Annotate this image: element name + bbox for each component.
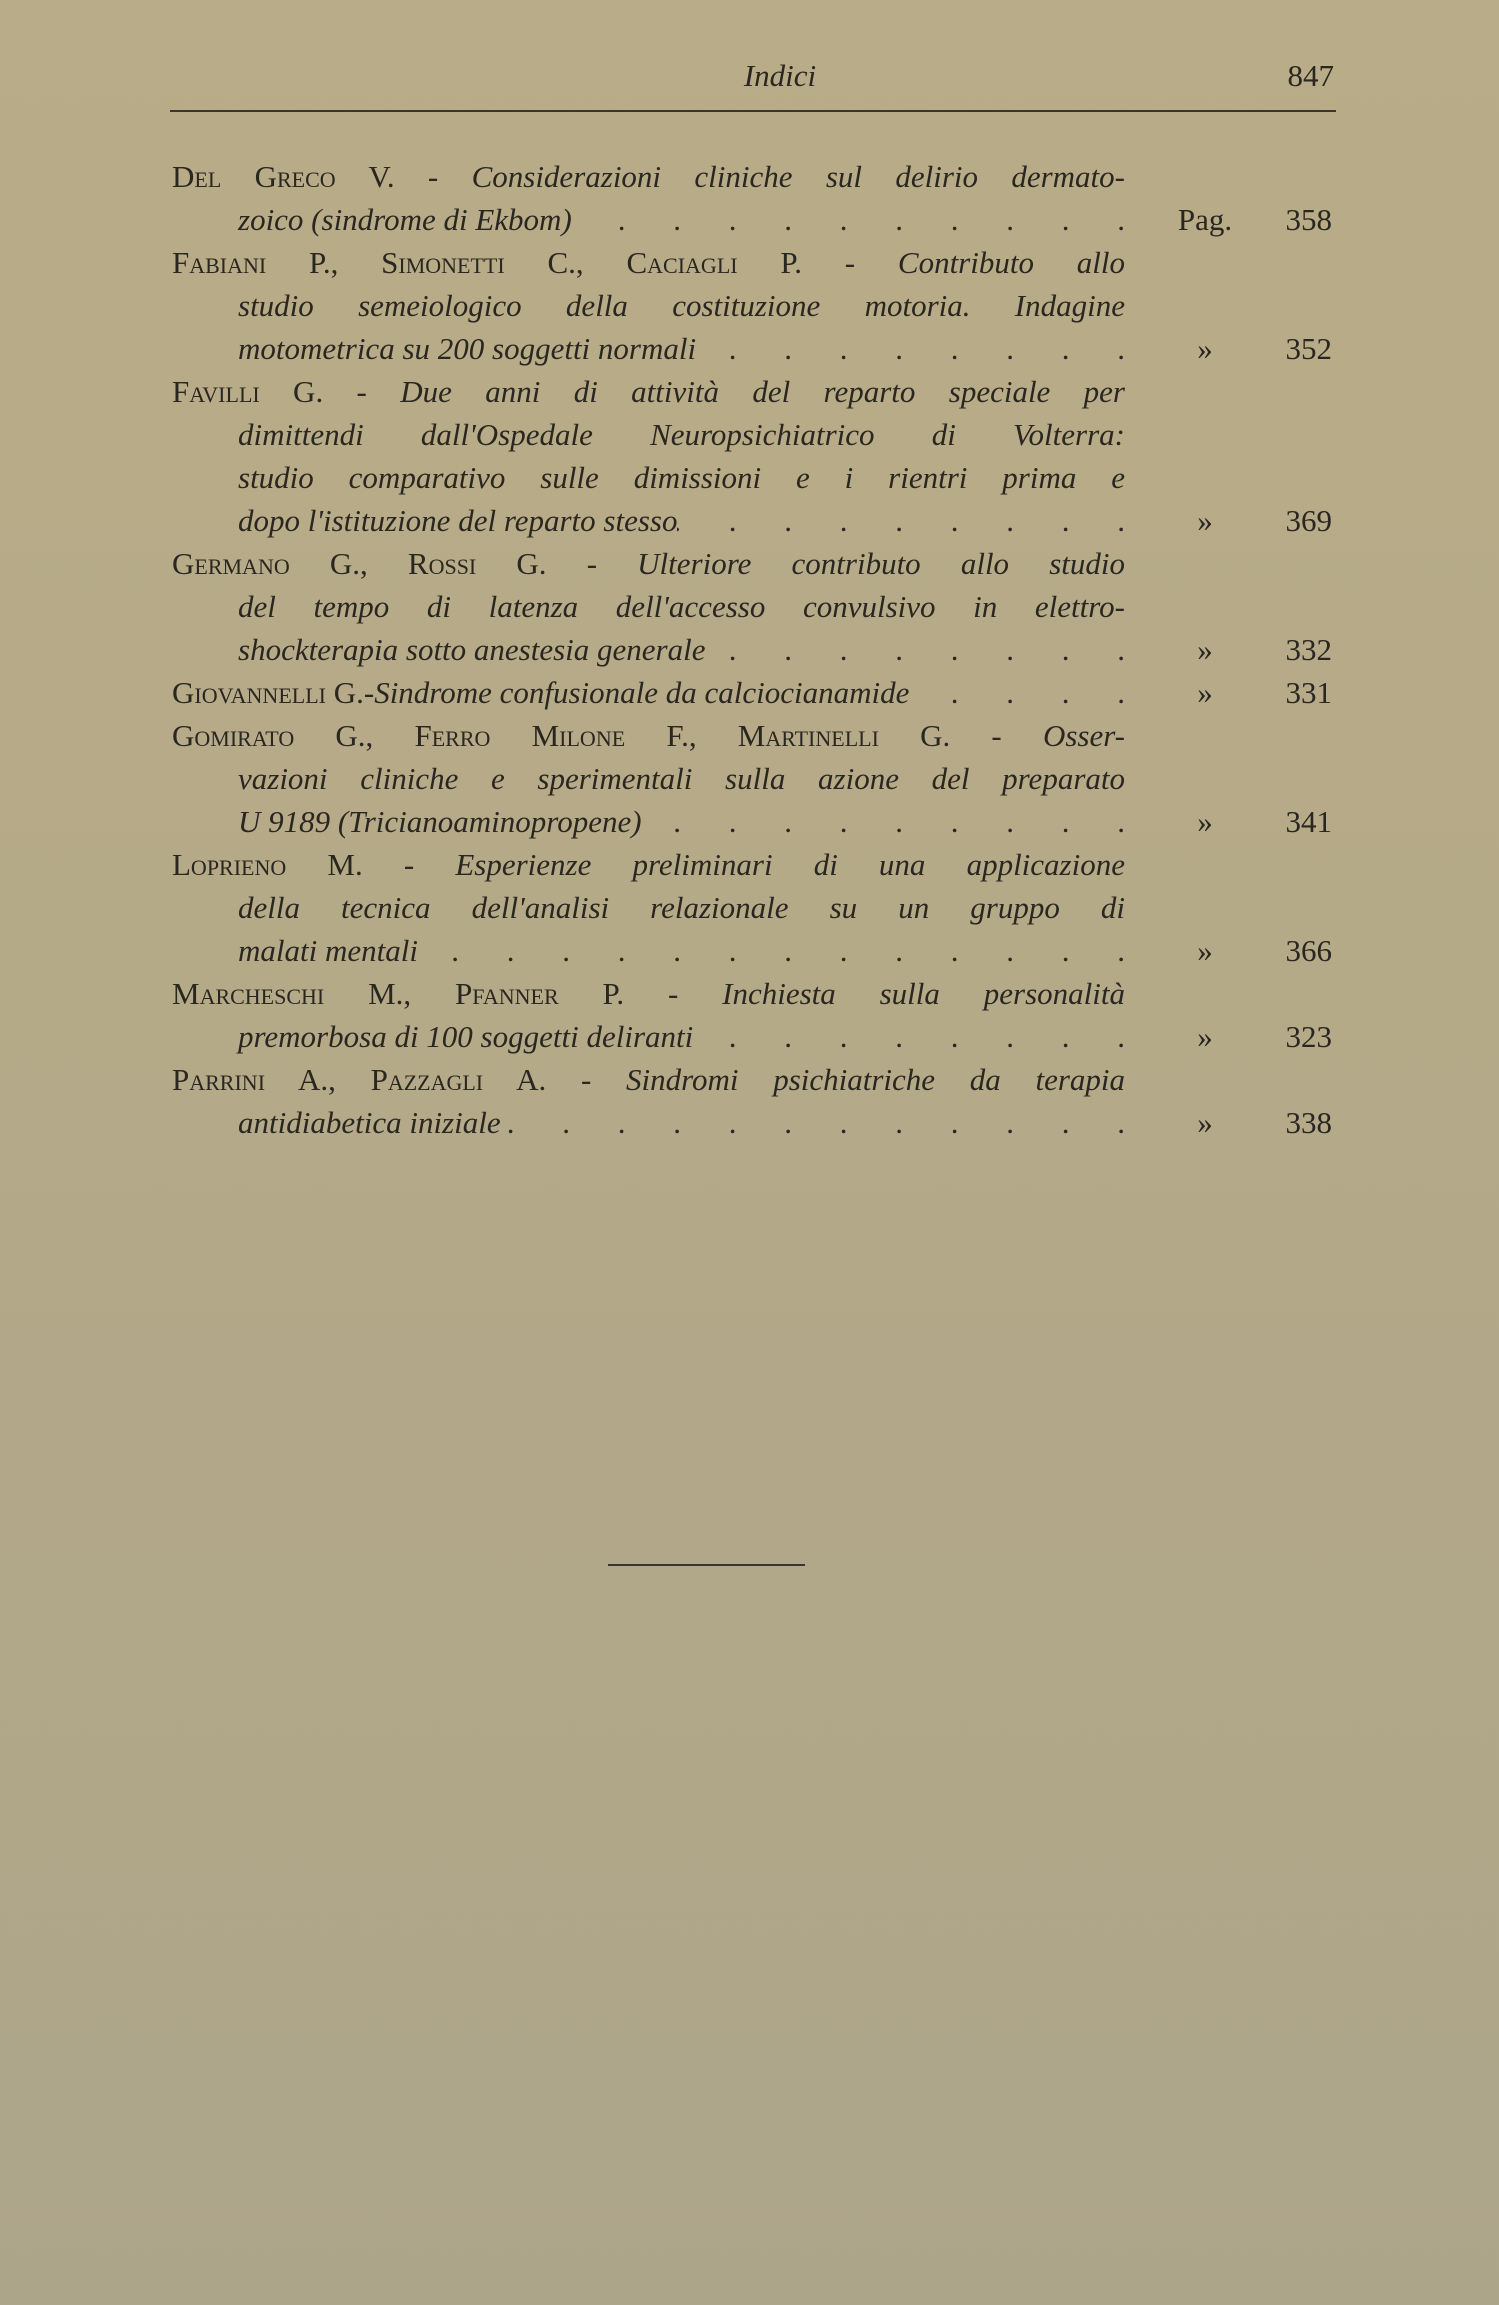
entry-title-line: Esperienze preliminari di una applicazione	[455, 847, 1125, 882]
separator: -	[546, 1062, 626, 1097]
dot-leader	[501, 1101, 1125, 1144]
index-entry	[0, 843, 1499, 972]
running-header-title: Indici	[743, 58, 817, 93]
separator: -	[801, 245, 898, 280]
entry-line	[0, 671, 1499, 714]
entry-line	[0, 800, 1499, 843]
entry-title-line: studio semeiologico della costituzione motoria. Indagine	[238, 288, 1125, 323]
entry-line	[0, 1101, 1499, 1144]
entry-page: 341	[1285, 804, 1332, 839]
entry-line	[0, 843, 1499, 886]
entry-title-line: Inchiesta sulla personalità	[722, 976, 1125, 1011]
entry-line	[0, 585, 1499, 628]
separator: -	[394, 159, 472, 194]
entry-page: 366	[1285, 933, 1332, 968]
page-marker: »	[1197, 675, 1213, 710]
entry-text	[172, 843, 1125, 886]
entry-text	[172, 714, 1125, 757]
entry-text	[172, 972, 1125, 1015]
entry-title-line: dimittendi dall'Ospedale Neuropsichiatrico di Volterra:	[238, 417, 1125, 452]
entry-text	[238, 413, 1125, 456]
entry-page: 323	[1285, 1019, 1332, 1054]
entry-title-line: Osser-	[1042, 718, 1125, 753]
index-entry	[0, 671, 1499, 714]
dot-leader	[572, 198, 1125, 241]
entry-line	[0, 456, 1499, 499]
entry-text	[172, 671, 1125, 714]
entry-text	[172, 370, 1125, 413]
dot-leader	[642, 800, 1125, 843]
index-entry	[0, 542, 1499, 671]
entry-text	[238, 284, 1125, 327]
entry-title-line: Considerazioni cliniche sul delirio dermato-	[471, 159, 1125, 194]
entry-text	[238, 198, 1125, 241]
entry-line	[0, 284, 1499, 327]
entry-line	[0, 886, 1499, 929]
entry-line	[0, 241, 1499, 284]
entry-text	[172, 241, 1125, 284]
entry-title-line: del tempo di latenza dell'accesso convulsivo in elettro-	[238, 589, 1125, 624]
page-marker: »	[1197, 632, 1213, 667]
entry-text	[238, 800, 1125, 843]
entry-authors: Fabiani P., Simonetti C., Caciagli P.	[172, 245, 802, 280]
entry-title-line: Sindromi psichiatriche da terapia	[625, 1062, 1126, 1097]
entry-page: 331	[1285, 675, 1332, 710]
index-entry	[0, 241, 1499, 370]
entry-text	[238, 1015, 1125, 1058]
dot-leader	[693, 1015, 1125, 1058]
entry-title-line: shockterapia sotto anestesia generale	[238, 632, 706, 667]
index-entry	[0, 972, 1499, 1058]
entry-page: 332	[1285, 632, 1332, 667]
entry-line	[0, 929, 1499, 972]
entry-line	[0, 1015, 1499, 1058]
entry-page: 358	[1285, 202, 1332, 237]
entry-line	[0, 198, 1499, 241]
page-marker: Pag.	[1177, 202, 1233, 237]
entry-title-line: dopo l'istituzione del reparto stesso	[238, 503, 678, 538]
entry-title-line: malati mentali	[238, 933, 418, 968]
entry-authors: Marcheschi M., Pfanner P.	[172, 976, 625, 1011]
entry-title-line: vazioni cliniche e sperimentali sulla azione del preparato	[238, 761, 1125, 796]
entry-authors: Loprieno M.	[172, 847, 363, 882]
entry-line	[0, 542, 1499, 585]
entry-line	[0, 628, 1499, 671]
entry-title-line: Sindrome confusionale da calciocianamide	[374, 675, 910, 710]
entry-authors: Favilli G.	[172, 374, 324, 409]
entry-text	[238, 456, 1125, 499]
page-marker: »	[1197, 503, 1213, 538]
separator: -	[624, 976, 723, 1011]
entry-authors: Germano G., Rossi G.	[172, 546, 547, 581]
dot-leader	[909, 671, 1125, 714]
index-entry	[0, 155, 1499, 241]
entry-text	[238, 628, 1125, 671]
entry-title-line: zoico (sindrome di Ekbom)	[238, 202, 572, 237]
index-entries	[0, 155, 1499, 1144]
entry-line	[0, 757, 1499, 800]
entry-title-line: Contributo allo	[897, 245, 1125, 280]
entry-line	[0, 1058, 1499, 1101]
dot-leader	[677, 499, 1125, 542]
entry-title-line: studio comparativo sulle dimissioni e i rientri prima e	[238, 460, 1125, 495]
entry-title-line: della tecnica dell'analisi relazionale su un gruppo di	[238, 890, 1125, 925]
entry-text	[172, 1058, 1125, 1101]
entry-line	[0, 972, 1499, 1015]
separator: -	[323, 374, 401, 409]
index-entry	[0, 714, 1499, 843]
separator: -	[950, 718, 1043, 753]
entry-title-line: U 9189 (Tricianoaminopropene)	[238, 804, 642, 839]
entry-line	[0, 714, 1499, 757]
entry-text	[238, 327, 1125, 370]
entry-title-line: premorbosa di 100 soggetti deliranti	[238, 1019, 694, 1054]
page-marker: »	[1197, 804, 1213, 839]
end-rule	[608, 1564, 805, 1566]
entry-text	[238, 886, 1125, 929]
entry-line	[0, 413, 1499, 456]
entry-page: 369	[1285, 503, 1332, 538]
index-entry	[0, 370, 1499, 542]
entry-line	[0, 499, 1499, 542]
entry-title-line: motometrica su 200 soggetti normali	[238, 331, 697, 366]
entry-line	[0, 155, 1499, 198]
entry-page: 338	[1285, 1105, 1332, 1140]
separator: -	[546, 546, 638, 581]
index-entry	[0, 1058, 1499, 1144]
entry-authors: Giovannelli G.	[172, 675, 364, 710]
entry-text	[238, 757, 1125, 800]
page-marker: »	[1197, 331, 1213, 366]
dot-leader	[696, 327, 1125, 370]
entry-authors: Del Greco V.	[172, 159, 395, 194]
page-marker: »	[1197, 933, 1213, 968]
header-rule	[170, 110, 1336, 112]
entry-text	[172, 155, 1125, 198]
dot-leader	[706, 628, 1126, 671]
entry-title-line: antidiabetica iniziale	[238, 1105, 501, 1140]
entry-text	[172, 542, 1125, 585]
separator: -	[362, 847, 456, 882]
entry-text	[238, 585, 1125, 628]
dot-leader	[418, 929, 1125, 972]
separator: -	[363, 675, 375, 710]
page-marker: »	[1197, 1019, 1213, 1054]
entry-authors: Parrini A., Pazzagli A.	[172, 1062, 547, 1097]
entry-text	[238, 499, 1125, 542]
entry-line	[0, 370, 1499, 413]
entry-title-line: Ulteriore contributo allo studio	[637, 546, 1125, 581]
entry-line	[0, 327, 1499, 370]
entry-authors: Gomirato G., Ferro Milone F., Martinelli G.	[172, 718, 951, 753]
page-number: 847	[1287, 58, 1334, 93]
entry-text	[238, 929, 1125, 972]
entry-title-line: Due anni di attività del reparto speciale per	[400, 374, 1125, 409]
entry-page: 352	[1285, 331, 1332, 366]
page-marker: »	[1197, 1105, 1213, 1140]
entry-text	[238, 1101, 1125, 1144]
